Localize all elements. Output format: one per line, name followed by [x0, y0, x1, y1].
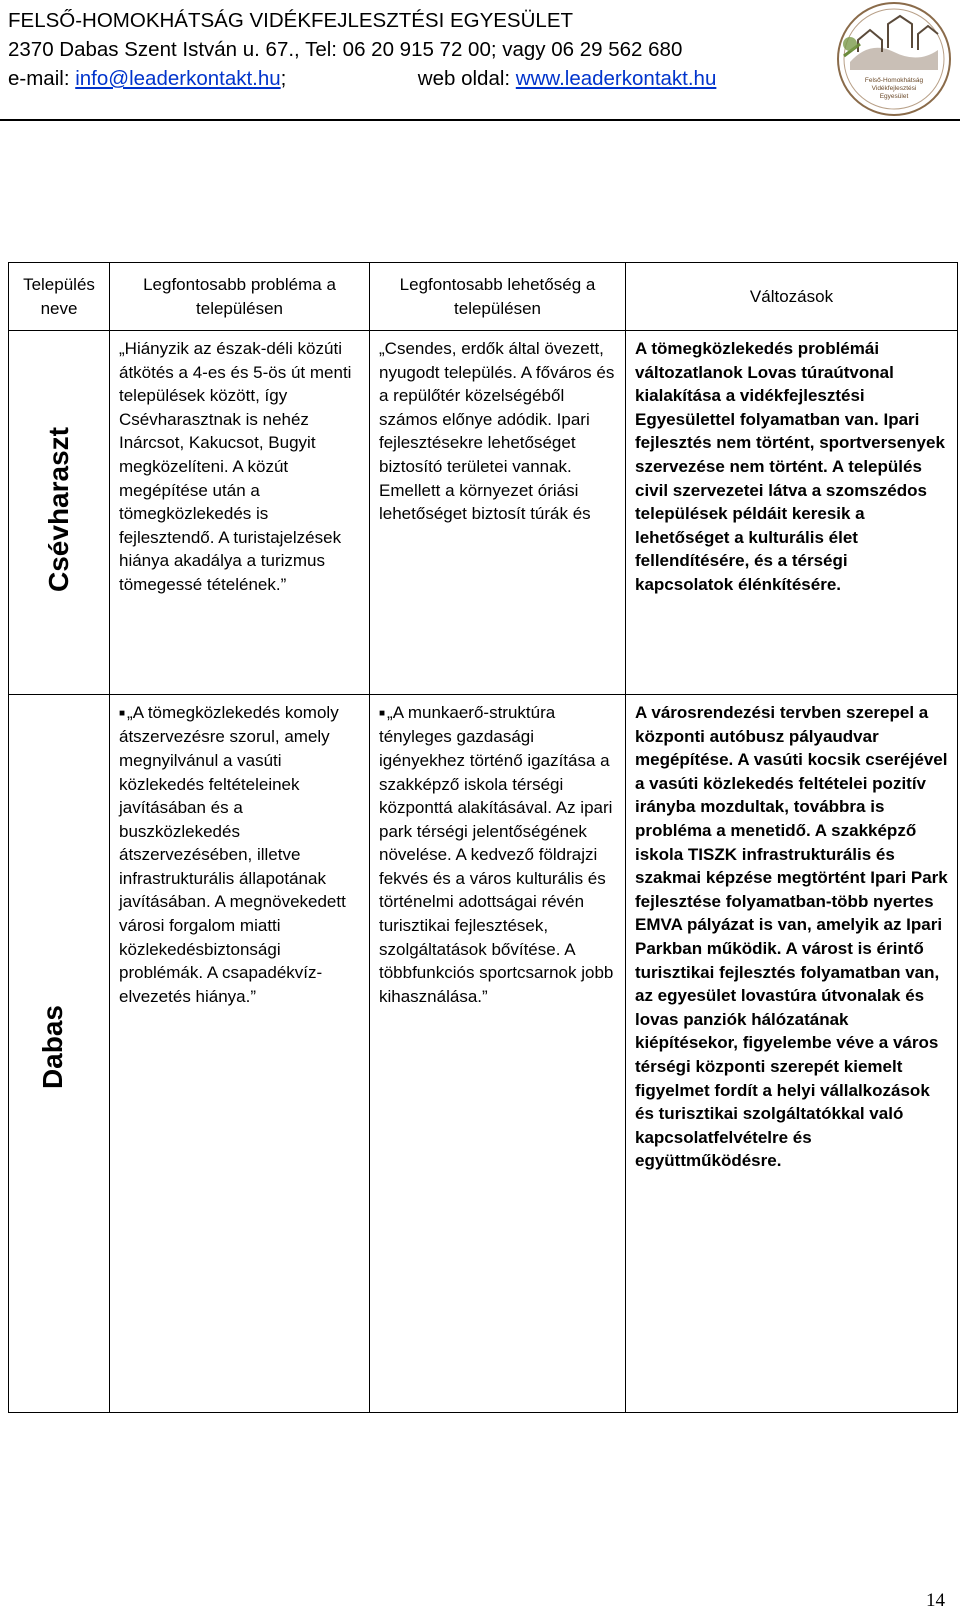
svg-text:Egyesület: Egyesület [879, 93, 909, 100]
header-settlement-name: Település neve [9, 263, 110, 331]
contact-line [8, 64, 808, 93]
settlements-table [8, 262, 958, 1413]
problem-cell [110, 695, 370, 1413]
settlement-name: Dabas [37, 1005, 68, 1090]
org-name: FELSŐ-HOMOKHÁTSÁG VIDÉKFEJLESZTÉSI EGYESÜLET [8, 9, 574, 32]
email-separator: ; [280, 67, 287, 90]
svg-text:Vidékfejlesztési: Vidékfejlesztési [871, 85, 917, 92]
svg-text:Felső-Homokhátság: Felső-Homokhátság [864, 77, 924, 84]
email-link[interactable]: info@leaderkontakt.hu [75, 67, 281, 90]
changes-cell: A tömegközlekedés problémái változatlanok Lovas túraútvonal kialakítása a vidékfejlesztési Egyesülettel folyamatban van. Ipari fejlesztés nem történt, sportversenyek szervezése nem történt. A település civil szervezetei látva a szomszédos települések példáit keresik a lehetőséget a kulturális élet fellendítésére, és a térségi kapcsolatok élénkítésére. [626, 331, 958, 695]
problem-text: „A tömegközlekedés komoly átszervezésre szorul, amely megnyilvánul a vasúti közlekedés feltételeinek javításában és a buszközlekedés átszervezésében, illetve infrastrukturális állapotának javításában. A megnövekedett városi forgalom miatti közlekedésbiztonsági problémák. A csapadékvíz-elvezetés hiánya.” [119, 703, 346, 1006]
settlement-name-cell [9, 695, 110, 1413]
opportunity-cell: „Csendes, erdők által övezett, nyugodt település. A főváros és a repülőtér közelségéből számos előnye adódik. Ipari fejlesztésekre lehetőséget biztosító területei vannak. Emellett a környezet óriási lehetőséget biztosít túrák és [370, 331, 626, 695]
bullet-icon: ■ [119, 707, 126, 719]
header-problem: Legfontosabb probléma a településen [110, 263, 370, 331]
settlement-name-cell [9, 331, 110, 695]
header-opportunity: Legfontosabb lehetőség a településen [370, 263, 626, 331]
email-label: e-mail: [8, 67, 70, 90]
problem-cell: „Hiányzik az észak-déli közúti átkötés a 4-es és 5-ös út menti települések között, így Csévharasztnak is nehéz Inárcsot, Kakucsot, Bugyit megközelíteni. A közút megépítése után a tömegközlekedés is fejlesztendő. A turistajelzések hiánya akadálya a turizmus tömegessé tételének.” [110, 331, 370, 695]
opportunity-cell [370, 695, 626, 1413]
web-label: web oldal: [417, 67, 511, 90]
table-row [9, 695, 958, 1413]
page-number: 14 [926, 1590, 945, 1611]
table-header-row [9, 263, 958, 331]
web-link[interactable]: www.leaderkontakt.hu [515, 67, 717, 90]
bullet-icon: ■ [379, 707, 386, 719]
opportunity-text: „A munkaerő-struktúra tényleges gazdasági igényekhez történő igazítása a szakképző iskola térségi központtá alakításával. Az ipari park térségi jelentőségének növelése. A kedvező földrajzi fekvés és a város kulturális és történelmi adottságai révén turisztikai fejlesztések, szolgáltatások bővítése. A többfunkciós sportcsarnok jobb kihasználása.” [379, 703, 614, 1006]
settlement-name: Csévharaszt [43, 426, 75, 592]
header-rule [0, 119, 960, 121]
table-row [9, 331, 958, 695]
association-logo [830, 0, 958, 118]
letterhead [8, 6, 808, 93]
header-changes: Változások [626, 263, 958, 331]
address-line: 2370 Dabas Szent István u. 67., Tel: 06 20 915 72 00; vagy 06 29 562 680 [8, 38, 683, 61]
changes-cell: A városrendezési tervben szerepel a központi autóbusz pályaudvar megépítése. A vasúti kocsik cseréjével a vasúti közlekedés feltételei pozitív irányba mozdultak, továbbra is probléma a menetidő. A szakképző iskola TISZK infrastrukturális és szakmai képzése megtörtént Ipari Park fejlesztése folyamatban-több nyertes EMVA pályázat is van, amelyik az Ipari Parkban működik. A várost is érintő turisztikai fejlesztés folyamatban van, az egyesület lovastúra útvonalak és lovas panziók hálózatának kiépítésekor, figyelembe véve a város térségi központi szerepét kiemelt figyelmet fordít a helyi vállalkozások és turisztikai szolgáltatókkal való kapcsolatfelvételre és együttműködésre. [626, 695, 958, 1413]
